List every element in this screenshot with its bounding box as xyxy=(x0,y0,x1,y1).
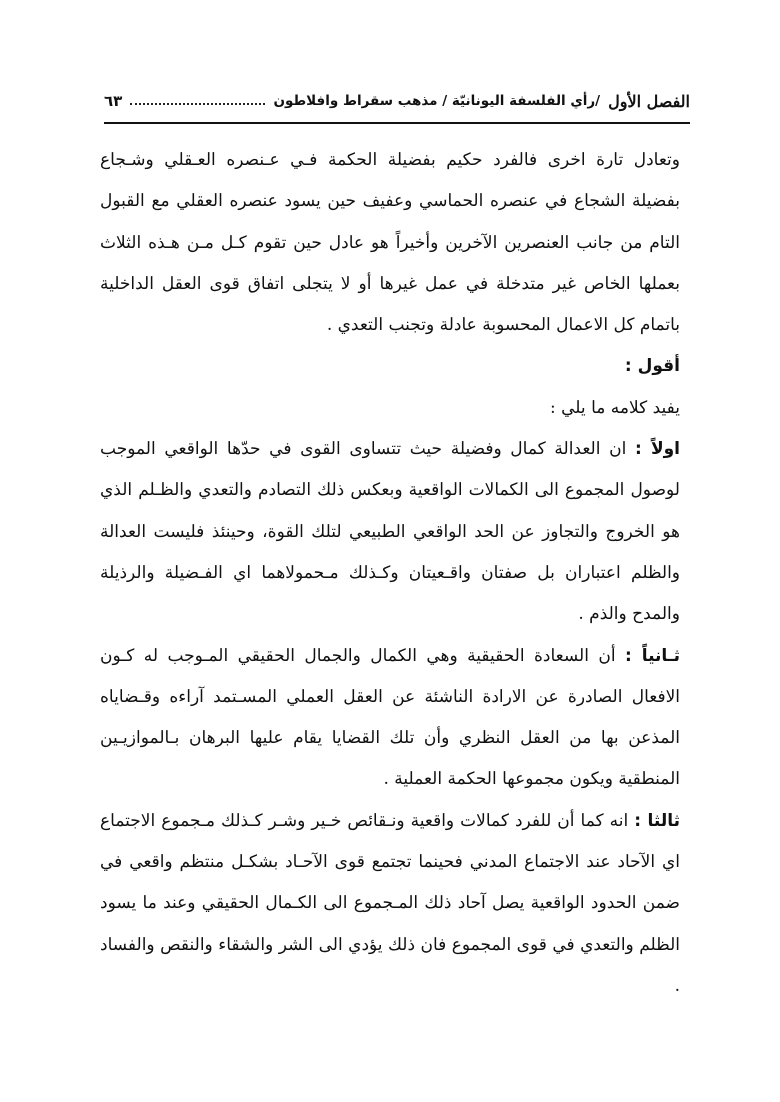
point-first-text: ان العدالة كمال وفضيلة حيث تتساوى القوى في حدّها الواقعي الموجب لوصول المجموع الى الكمالات الواقعية وبعكس ذلك التصادم والتعدي والظـلم الذي هو الخروج والتجاوز عن الحد الواقعي الطبيعي لتلك القوة، وحينئذ فليست العدالة والظلم اعتباران بل صفتان واقـعيتان وكـذلك مـحمولاهما اي الفـضيلة والرذيلة والمدح والذم . xyxy=(100,439,680,625)
point-second-text: أن السعادة الحقيقية وهي الكمال والجمال الحقيقي المـوجب له كـون الافعال الصادرة عن الارادة الناشئة عن العقل العملي المسـتمد آراءه وقـضاياه المذعن بها من العقل النظري وأن تلك القضايا يقام عليها البرهان بـالموازيـين المنطقية ويكون مجموعها الحكمة العملية . xyxy=(100,645,680,790)
point-third xyxy=(100,801,680,1007)
section-heading: أقول : xyxy=(624,356,680,377)
point-first xyxy=(100,429,680,635)
running-title: /رأي الفلسفة اليونانيّة / مذهب سقراط وافلاطون xyxy=(273,93,601,109)
point-second-label: ثـانياً : xyxy=(624,645,681,666)
point-third-text: انه كما أن للفرد كمالات واقعية ونـقائص خـير وشـر كـذلك مـجموع الاجتماع اي الآحاد عند الاجتماع المدني فحينما تجتمع قوى الآحـاد بشكـل منتظم واقعي في ضمن الحدود الواقعية يصل آحاد ذلك المـجموع الى الكـمال الحقيقي وعند ما يسود الظلم والتعدي في قوى المجموع فان ذلك يؤدي الى الشر والشقاء والنقص والفساد . xyxy=(100,810,680,996)
chapter-label: الفصل الأول xyxy=(608,91,690,111)
header-rule xyxy=(104,122,690,124)
intro-line: يفيد كلامه ما يلي : xyxy=(550,397,680,418)
dot-leader xyxy=(130,103,265,105)
point-first-label: اولاً : xyxy=(634,439,681,460)
paragraph-continuation: وتعادل تارة اخرى فالفرد حكيم بفضيلة الحكمة فـي عـنصره العـقلي وشـجاع بفضيلة الشجاع في عنصره الحماسي وعفيف حين يسود عنصره العقلي مع القبول التام من جانب العنصرين الآخرين وأخيراً هو عادل حين تقوم كـل مـن هـذه الثلاث بعملها الخاص غير متدخلة في عمل غيرها أو لا يتجلى اتفاق قوى العقل الداخلية باتمام كل الاعمال المحسوبة عادلة وتجنب التعدي . xyxy=(100,150,680,336)
point-third-label: ثالثا : xyxy=(634,810,680,831)
running-header xyxy=(104,86,690,116)
page-body xyxy=(100,140,680,1007)
page-number: ٦٣ xyxy=(104,92,123,110)
point-second xyxy=(100,636,680,801)
